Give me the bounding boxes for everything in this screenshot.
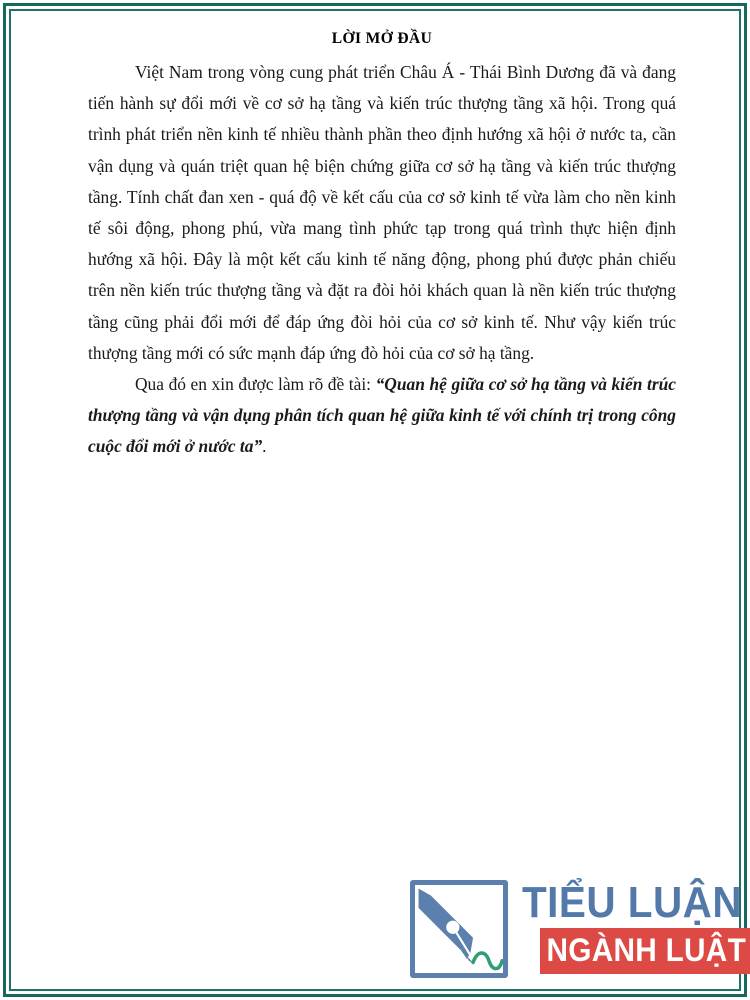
topic-lead-text: Qua đó en xin được làm rõ đề tài: xyxy=(135,374,376,395)
watermark-logo xyxy=(410,878,747,986)
logo-mark-frame xyxy=(410,880,508,978)
topic-title-text: Quan hệ giữa cơ sở hạ tầng và kiến trúc thượng tầng và vận dụng phân tích quan hệ giữa kinh tế với chính trị trong công cuộc đổi mới ở nước ta xyxy=(88,374,676,457)
intro-paragraph: Việt Nam trong vòng cung phát triển Châu Á - Thái Bình Dương đã và đang tiến hành sự đổi mới về cơ sở hạ tầng và kiến trúc thượng tầng xã hội. Trong quá trình phát triển nền kinh tế nhiều thành phần theo định hướng xã hội ở nước ta, cần vận dụng và quán triệt quan hệ biện chứng giữa cơ sở hạ tầng và kiến trúc thượng tầng. Tính chất đan xen - quá độ về kết cấu của cơ sở kinh tế vừa làm cho nền kinh tế sôi động, phong phú, vừa mang tình phức tạp trong quá trình thực hiện định hướng xã hội. Đây là một kết cấu kinh tế năng động, phong phú được phản chiếu trên nền kiến trúc thượng tầng và đặt ra đòi hỏi khách quan là nền kiến trúc thượng tầng cũng phải đổi mới để đáp ứng đòi hỏi của cơ sở kinh tế. Như vậy kiến trúc thượng tầng mới có sức mạnh đáp ứng đò hỏi của cơ sở hạ tầng. xyxy=(88,62,676,363)
logo-banner xyxy=(540,928,750,974)
document-content xyxy=(88,30,676,463)
logo-primary-text: TIỂU LUẬN xyxy=(522,878,743,927)
page-title: LỜI MỞ ĐẦU xyxy=(331,30,433,47)
fountain-pen-nib-icon xyxy=(415,885,503,973)
topic-quote-open: “ xyxy=(375,374,385,395)
topic-trailing-period: . xyxy=(262,436,267,457)
topic-quote-close: ” xyxy=(253,436,263,457)
logo-secondary-text: NGÀNH LUẬT xyxy=(540,928,750,974)
topic-paragraph xyxy=(88,369,676,463)
logo-wordmark xyxy=(522,878,747,984)
